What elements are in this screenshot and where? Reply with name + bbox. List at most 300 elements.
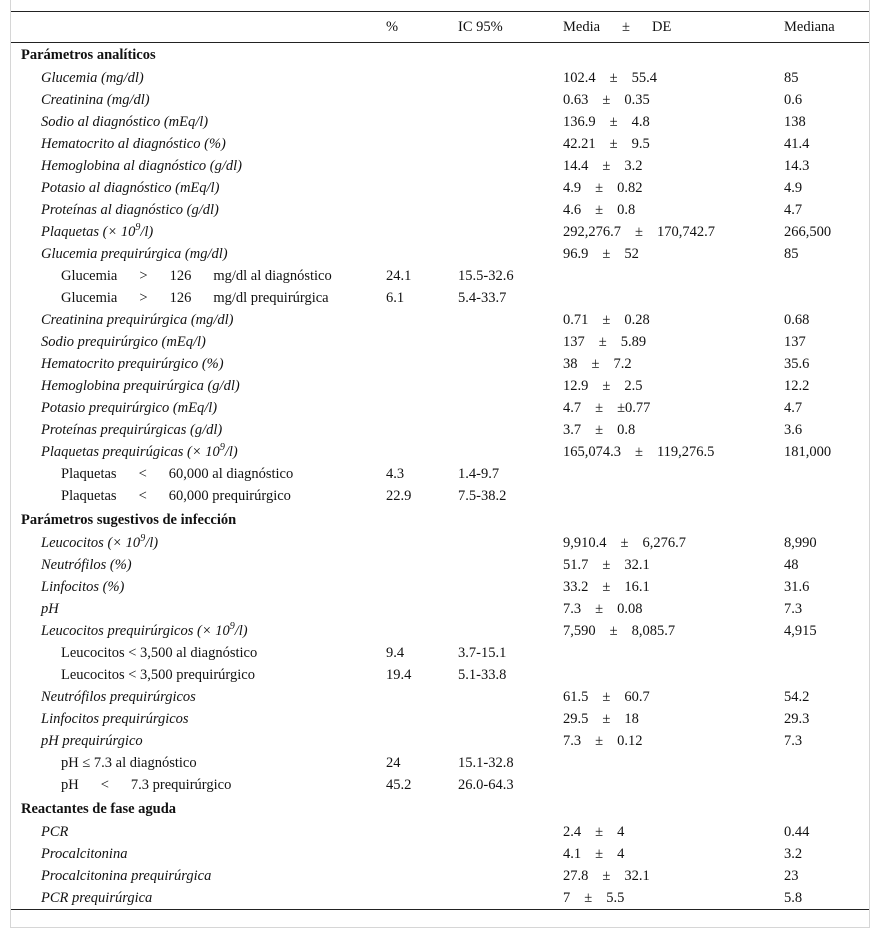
cell-ic95 — [458, 332, 563, 354]
cell-media-de — [563, 200, 784, 222]
row-label: Creatinina (mg/dl) — [41, 92, 150, 108]
cell-plusminus: ± — [595, 733, 604, 749]
cell-plusminus: ± — [595, 202, 604, 218]
label-text: Leucocitos prequirúrgicos (× 10 — [41, 623, 230, 639]
label-text-end: /l) — [140, 224, 154, 240]
cell-ic95 — [458, 888, 563, 910]
row-label: Procalcitonina prequirúrgica — [41, 868, 212, 884]
cell-plusminus: ± — [602, 579, 611, 595]
cell-ic95 — [458, 310, 563, 332]
cell-media: 2.4 — [563, 824, 582, 840]
cell-media-de — [563, 621, 784, 643]
cell-media-de — [563, 420, 784, 442]
table-row — [11, 310, 869, 332]
cell-media-de — [563, 244, 784, 266]
cell-media-de — [563, 222, 784, 244]
label-text-end: /l) — [145, 535, 159, 551]
cell-media: 38 — [563, 356, 578, 372]
cell-percent: 9.4 — [386, 645, 405, 661]
cell-media-de — [563, 376, 784, 398]
table-row — [11, 112, 869, 134]
sub-row — [11, 266, 869, 288]
table-header — [11, 12, 869, 43]
label-superscript: 9 — [140, 533, 146, 545]
sub-row — [11, 643, 869, 665]
row-label — [11, 533, 386, 555]
cell-media: 0.71 — [563, 312, 589, 328]
cell-ic95 — [458, 200, 563, 222]
cell-percent: 22.9 — [386, 488, 412, 504]
cell-percent — [386, 731, 458, 753]
label-part: > — [139, 290, 148, 306]
cell-ic95 — [458, 376, 563, 398]
cell-de: 0.8 — [617, 422, 636, 438]
cell-mediana — [784, 486, 869, 508]
cell-media-de — [563, 599, 784, 621]
header-media-de — [563, 12, 784, 43]
cell-de: 60.7 — [624, 689, 650, 705]
cell-media: 51.7 — [563, 557, 589, 573]
label-text-end: /l) — [234, 623, 248, 639]
cell-mediana: 14.3 — [784, 158, 810, 174]
cell-plusminus: ± — [602, 246, 611, 262]
cell-media: 27.8 — [563, 868, 589, 884]
cell-plusminus: ± — [595, 180, 604, 196]
sub-row — [11, 486, 869, 508]
cell-plusminus: ± — [609, 136, 618, 152]
cell-plusminus: ± — [602, 557, 611, 573]
cell-media: 7 — [563, 889, 571, 906]
table-row — [11, 888, 869, 910]
section-title: Reactantes de fase aguda — [21, 800, 177, 817]
cell-media-de — [563, 90, 784, 112]
cell-mediana: 12.2 — [784, 378, 810, 394]
cell-percent — [386, 844, 458, 866]
cell-mediana: 3.6 — [784, 422, 803, 438]
cell-percent — [386, 687, 458, 709]
cell-media: 4.9 — [563, 180, 582, 196]
cell-media-de — [563, 888, 784, 910]
cell-media: 7,590 — [563, 623, 596, 639]
cell-media: 12.9 — [563, 378, 589, 394]
label-text: Plaquetas (× 10 — [41, 224, 136, 240]
row-label: Neutrófilos prequirúrgicos — [41, 689, 196, 705]
table-row — [11, 222, 869, 244]
cell-ic95: 1.4-9.7 — [458, 466, 500, 482]
cell-ic95 — [458, 178, 563, 200]
row-label: Sodio prequirúrgico (mEq/l) — [41, 334, 206, 350]
cell-de: 3.2 — [624, 158, 643, 174]
cell-media-de — [563, 266, 784, 288]
cell-mediana: 35.6 — [784, 356, 810, 372]
cell-mediana: 4.9 — [784, 180, 803, 196]
cell-percent — [386, 310, 458, 332]
cell-mediana: 85 — [784, 246, 799, 262]
cell-ic95 — [458, 442, 563, 464]
cell-de: 52 — [624, 246, 639, 262]
cell-media-de — [563, 464, 784, 486]
cell-media: 33.2 — [563, 579, 589, 595]
cell-plusminus: ± — [609, 114, 618, 130]
label-part: Leucocitos < 3,500 al diagnóstico — [61, 645, 258, 661]
table-row — [11, 621, 869, 643]
table-row — [11, 398, 869, 420]
table-body — [11, 43, 869, 910]
table-row — [11, 709, 869, 731]
cell-ic95: 5.4-33.7 — [458, 290, 507, 306]
cell-percent — [386, 822, 458, 844]
cell-media-de — [563, 533, 784, 555]
cell-mediana: 138 — [784, 114, 806, 130]
cell-media: 4.1 — [563, 846, 582, 862]
cell-ic95: 5.1-33.8 — [458, 667, 507, 683]
cell-mediana: 85 — [784, 70, 799, 86]
cell-ic95: 15.5-32.6 — [458, 268, 514, 284]
cell-percent — [386, 332, 458, 354]
cell-ic95 — [458, 156, 563, 178]
table-row — [11, 178, 869, 200]
cell-de: 0.8 — [617, 202, 636, 218]
label-part: pH — [61, 777, 79, 793]
cell-plusminus: ± — [602, 378, 611, 394]
cell-media: 7.3 — [563, 733, 582, 749]
cell-media-de — [563, 822, 784, 844]
table-row — [11, 599, 869, 621]
row-label — [11, 486, 386, 508]
cell-media: 42.21 — [563, 136, 596, 152]
cell-plusminus: ± — [598, 334, 607, 350]
header-mediana: Mediana — [784, 12, 869, 43]
cell-de: 5.5 — [606, 889, 625, 906]
cell-percent — [386, 134, 458, 156]
cell-media: 0.63 — [563, 92, 589, 108]
cell-plusminus: ± — [609, 70, 618, 86]
cell-plusminus: ± — [595, 422, 604, 438]
cell-de: 6,276.7 — [642, 535, 686, 551]
row-label: Hematocrito al diagnóstico (%) — [41, 136, 226, 152]
cell-plusminus: ± — [584, 889, 593, 906]
cell-media: 4.7 — [563, 400, 582, 416]
label-part: < — [138, 466, 147, 482]
cell-percent — [386, 866, 458, 888]
cell-ic95 — [458, 555, 563, 577]
row-label: Hemoglobina al diagnóstico (g/dl) — [41, 158, 242, 174]
row-label — [11, 288, 386, 310]
sub-row — [11, 753, 869, 775]
cell-de: 7.2 — [613, 356, 632, 372]
label-part: Plaquetas — [61, 488, 117, 504]
cell-plusminus: ± — [602, 92, 611, 108]
label-part: < — [138, 488, 147, 504]
table-row — [11, 844, 869, 866]
cell-ic95 — [458, 244, 563, 266]
cell-mediana — [784, 775, 869, 797]
cell-media-de — [563, 486, 784, 508]
cell-mediana — [784, 288, 869, 310]
cell-mediana: 7.3 — [784, 733, 803, 749]
cell-de: 0.08 — [617, 601, 643, 617]
label-superscript: 9 — [229, 621, 235, 633]
cell-media-de — [563, 310, 784, 332]
cell-percent: 24 — [386, 755, 401, 771]
cell-plusminus: ± — [602, 711, 611, 727]
row-label: Proteínas al diagnóstico (g/dl) — [41, 202, 219, 218]
cell-percent: 45.2 — [386, 777, 412, 793]
header-plusminus: ± — [622, 18, 631, 35]
cell-media-de — [563, 156, 784, 178]
cell-mediana: 266,500 — [784, 224, 832, 240]
sub-row — [11, 775, 869, 797]
label-part: mg/dl al diagnóstico — [213, 268, 332, 284]
cell-media: 292,276.7 — [563, 224, 621, 240]
cell-de: 4 — [617, 824, 625, 840]
cell-mediana: 48 — [784, 557, 799, 573]
cell-ic95: 26.0-64.3 — [458, 777, 514, 793]
cell-percent — [386, 888, 458, 910]
cell-de: 0.35 — [624, 92, 650, 108]
cell-mediana: 5.8 — [784, 888, 869, 910]
table-row — [11, 555, 869, 577]
cell-ic95 — [458, 577, 563, 599]
cell-mediana: 181,000 — [784, 444, 832, 460]
cell-de: 8,085.7 — [631, 623, 676, 639]
row-label: PCR prequirúrgica — [11, 888, 386, 910]
cell-plusminus: ± — [595, 846, 604, 862]
cell-ic95 — [458, 68, 563, 90]
cell-de: 0.82 — [617, 180, 643, 196]
label-text: Leucocitos (× 10 — [41, 535, 141, 551]
row-label — [11, 643, 386, 665]
cell-plusminus: ± — [591, 356, 600, 372]
section-row — [11, 508, 869, 533]
cell-media-de — [563, 775, 784, 797]
sub-row — [11, 665, 869, 687]
cell-media-de — [563, 665, 784, 687]
label-part: Leucocitos < 3,500 prequirúrgico — [61, 667, 255, 683]
label-part: pH ≤ 7.3 al diagnóstico — [61, 755, 197, 771]
cell-media-de — [563, 731, 784, 753]
header-row — [11, 12, 869, 43]
cell-ic95 — [458, 112, 563, 134]
row-label: Glucemia prequirúrgica (mg/dl) — [41, 246, 228, 262]
cell-mediana — [784, 753, 869, 775]
cell-media: 14.4 — [563, 158, 589, 174]
row-label — [11, 464, 386, 486]
cell-de: 2.5 — [624, 378, 643, 394]
row-label — [11, 753, 386, 775]
row-label: Linfocitos (%) — [41, 579, 125, 595]
cell-plusminus: ± — [602, 158, 611, 174]
row-label: Creatinina prequirúrgica (mg/dl) — [41, 312, 234, 328]
label-part: Glucemia — [61, 268, 118, 284]
cell-mediana: 7.3 — [784, 601, 803, 617]
cell-media: 7.3 — [563, 601, 582, 617]
cell-media-de — [563, 844, 784, 866]
label-part: 7.3 prequirúrgico — [130, 777, 232, 793]
label-part: > — [139, 268, 148, 284]
cell-ic95 — [458, 354, 563, 376]
cell-media-de — [563, 866, 784, 888]
row-label — [11, 266, 386, 288]
cell-mediana: 4,915 — [784, 623, 817, 639]
cell-media-de — [563, 288, 784, 310]
cell-de: 18 — [624, 711, 639, 727]
cell-ic95 — [458, 599, 563, 621]
cell-mediana — [784, 464, 869, 486]
cell-percent: 19.4 — [386, 667, 412, 683]
cell-de: 55.4 — [631, 70, 657, 86]
label-part: mg/dl prequirúrgica — [213, 290, 329, 306]
header-ic95: IC 95% — [458, 12, 563, 43]
table-row — [11, 354, 869, 376]
cell-media-de — [563, 68, 784, 90]
row-label: Potasio al diagnóstico (mEq/l) — [41, 180, 220, 196]
cell-ic95 — [458, 90, 563, 112]
cell-percent — [386, 398, 458, 420]
table-row — [11, 156, 869, 178]
cell-percent: 4.3 — [386, 466, 405, 482]
row-label: pH prequirúrgico — [41, 733, 143, 749]
cell-percent — [386, 178, 458, 200]
cell-media: 9,910.4 — [563, 535, 607, 551]
cell-de: 9.5 — [631, 136, 650, 152]
data-table — [11, 11, 869, 910]
row-label: Glucemia (mg/dl) — [41, 70, 144, 86]
table-row — [11, 533, 869, 555]
section-title: Parámetros sugestivos de infección — [21, 511, 237, 528]
table-row — [11, 244, 869, 266]
cell-media-de — [563, 555, 784, 577]
label-part: 60,000 al diagnóstico — [168, 466, 294, 482]
cell-ic95 — [458, 420, 563, 442]
row-label: Potasio prequirúrgico (mEq/l) — [41, 400, 218, 416]
cell-ic95 — [458, 844, 563, 866]
cell-mediana: 4.7 — [784, 202, 803, 218]
cell-mediana: 4.7 — [784, 400, 803, 416]
row-label: Proteínas prequirúrgicas (g/dl) — [41, 422, 223, 438]
cell-mediana: 3.2 — [784, 846, 803, 862]
cell-plusminus: ± — [635, 444, 643, 460]
cell-percent — [386, 709, 458, 731]
cell-percent — [386, 244, 458, 266]
cell-media: 96.9 — [563, 246, 589, 262]
cell-media-de — [563, 354, 784, 376]
label-part: 60,000 prequirúrgico — [168, 488, 291, 504]
table-row — [11, 420, 869, 442]
cell-ic95 — [458, 134, 563, 156]
table-row — [11, 376, 869, 398]
cell-media-de — [563, 332, 784, 354]
row-label: Hemoglobina prequirúrgica (g/dl) — [41, 378, 240, 394]
cell-plusminus: ± — [635, 224, 643, 240]
cell-percent — [386, 555, 458, 577]
cell-mediana: 29.3 — [784, 711, 810, 727]
table-row — [11, 68, 869, 90]
cell-percent — [386, 577, 458, 599]
cell-plusminus: ± — [595, 601, 604, 617]
row-label: pH — [41, 601, 59, 617]
cell-media: 102.4 — [563, 70, 596, 86]
cell-mediana: 31.6 — [784, 579, 810, 595]
cell-mediana — [784, 643, 869, 665]
cell-de: 32.1 — [624, 557, 650, 573]
cell-mediana — [784, 266, 869, 288]
cell-plusminus: ± — [595, 400, 604, 416]
cell-percent: 6.1 — [386, 290, 405, 306]
cell-mediana: 8,990 — [784, 535, 817, 551]
table-row — [11, 577, 869, 599]
cell-media: 137 — [563, 334, 585, 350]
cell-de: 170,742.7 — [656, 224, 715, 240]
cell-percent — [386, 420, 458, 442]
label-part: 126 — [169, 290, 192, 306]
row-label: Procalcitonina — [41, 846, 128, 862]
label-part: 126 — [169, 268, 192, 284]
table-row — [11, 687, 869, 709]
section-title: Parámetros analíticos — [21, 46, 156, 63]
cell-media-de — [563, 709, 784, 731]
cell-media: 61.5 — [563, 689, 589, 705]
header-media: Media — [563, 18, 601, 35]
cell-plusminus: ± — [602, 868, 611, 884]
row-label — [11, 621, 386, 643]
label-superscript: 9 — [219, 442, 225, 454]
cell-percent — [386, 354, 458, 376]
cell-media-de — [563, 687, 784, 709]
sub-row — [11, 288, 869, 310]
cell-ic95 — [458, 687, 563, 709]
row-label — [11, 775, 386, 797]
row-label: Sodio al diagnóstico (mEq/l) — [41, 114, 209, 130]
cell-media-de — [563, 753, 784, 775]
cell-ic95 — [458, 866, 563, 888]
label-text-end: /l) — [224, 444, 238, 460]
table-row — [11, 442, 869, 464]
cell-ic95: 3.7-15.1 — [458, 645, 507, 661]
cell-plusminus: ± — [609, 623, 618, 639]
cell-media-de — [563, 134, 784, 156]
cell-percent — [386, 156, 458, 178]
label-part: < — [100, 777, 109, 793]
cell-media: 4.6 — [563, 202, 582, 218]
cell-media: 136.9 — [563, 114, 596, 130]
cell-media-de — [563, 178, 784, 200]
sub-row — [11, 464, 869, 486]
cell-percent — [386, 599, 458, 621]
cell-plusminus: ± — [602, 689, 611, 705]
cell-ic95 — [458, 621, 563, 643]
cell-plusminus: ± — [595, 824, 604, 840]
cell-media: 29.5 — [563, 711, 589, 727]
table-row — [11, 90, 869, 112]
cell-ic95: 7.5-38.2 — [458, 488, 507, 504]
cell-ic95 — [458, 398, 563, 420]
cell-plusminus: ± — [620, 535, 629, 551]
cell-percent — [386, 442, 458, 464]
cell-ic95: 15.1-32.8 — [458, 755, 514, 771]
row-label — [11, 442, 386, 464]
cell-de: 4.8 — [631, 114, 650, 130]
cell-percent — [386, 621, 458, 643]
cell-percent — [386, 222, 458, 244]
table-row — [11, 200, 869, 222]
label-part: Glucemia — [61, 290, 118, 306]
table-row — [11, 332, 869, 354]
cell-mediana: 41.4 — [784, 136, 810, 152]
cell-mediana: 0.68 — [784, 312, 810, 328]
cell-de: 0.28 — [624, 312, 650, 328]
row-label — [11, 665, 386, 687]
